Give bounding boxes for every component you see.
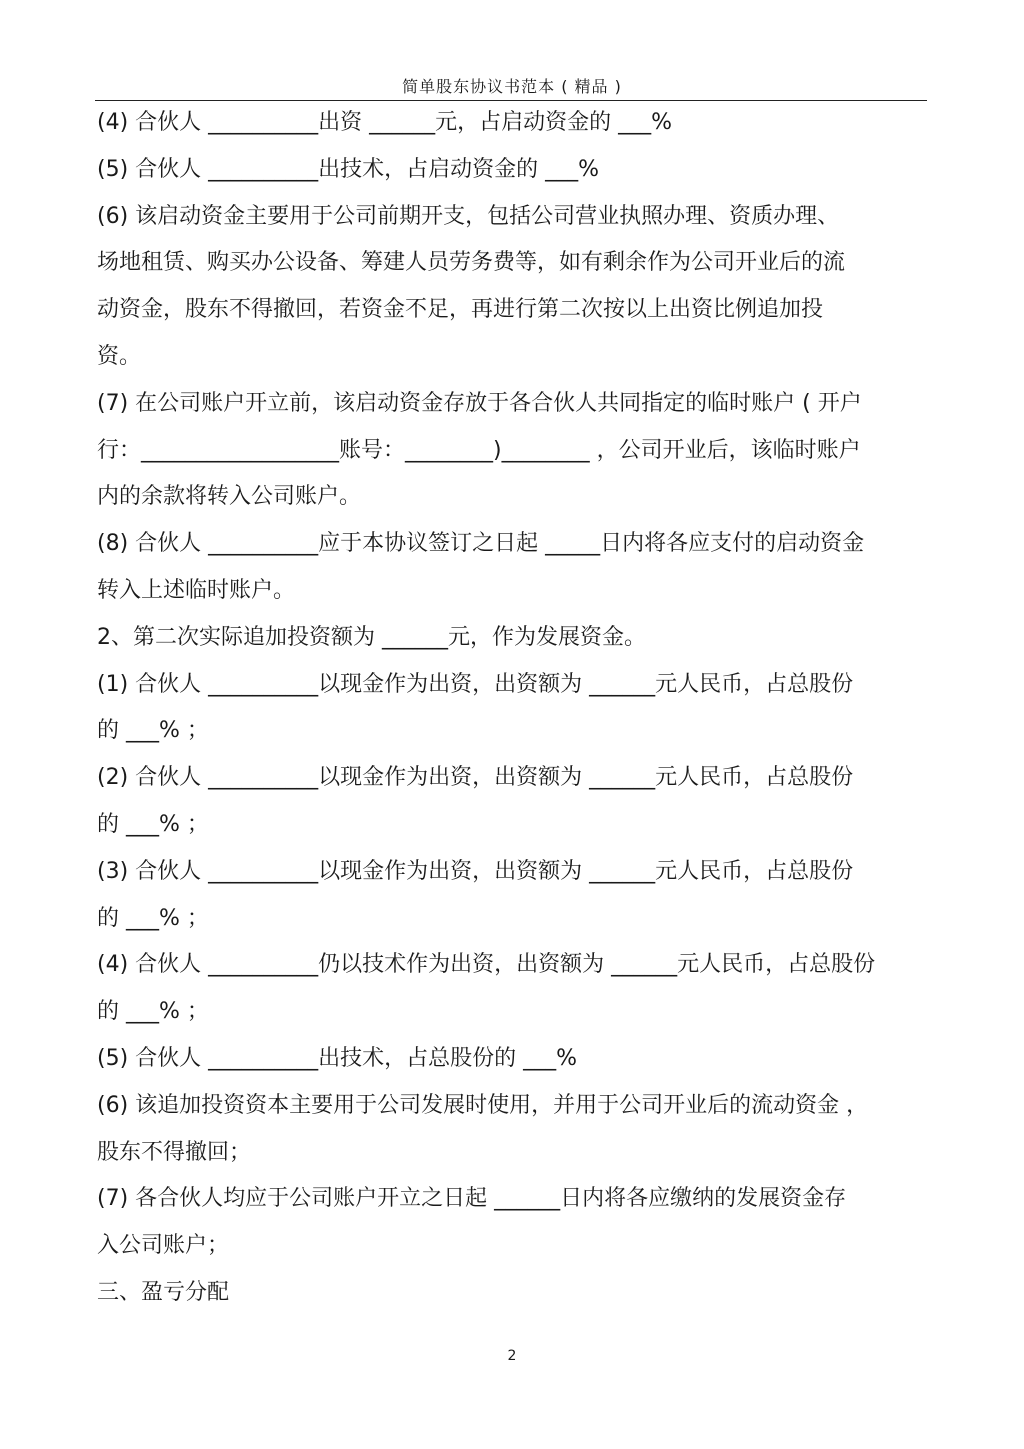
text-line: 2、第二次实际追加投资额为 ______元，作为发展资金。 <box>97 624 646 650</box>
text-line: (3) 合伙人 __________以现金作为出资，出资额为 ______元人民币，占总股份 <box>97 858 854 884</box>
text-line: 转入上述临时账户。 <box>97 577 296 603</box>
page-header-title: 简单股东协议书范本 ( 精品 ) <box>402 77 622 96</box>
text-line: (2) 合伙人 __________以现金作为出资，出资额为 ______元人民币，占总股份 <box>97 765 854 791</box>
text-line: 入公司账户； <box>97 1233 230 1259</box>
section-heading: 三、盈亏分配 <box>97 1279 230 1305</box>
text-line: 行：__________________账号：________)________ ，公司开业后，该临时账户 <box>97 437 861 463</box>
text-line: 的 ___% ； <box>97 811 209 837</box>
text-line: (6) 该启动资金主要用于公司前期开支，包括公司营业执照办理、资质办理、 <box>97 203 840 229</box>
text-line: (1) 合伙人 __________以现金作为出资，出资额为 ______元人民币，占总股份 <box>97 671 854 697</box>
text-line: 动资金，股东不得撤回，若资金不足，再进行第二次按以上出资比例追加投 <box>97 297 824 323</box>
text-line: 的 ___% ； <box>97 905 209 931</box>
text-line: 股东不得撤回； <box>97 1139 252 1165</box>
text-line: (7) 各合伙人均应于公司账户开立之日起 ______日内将各应缴纳的发展资金存 <box>97 1186 847 1212</box>
text-line: 的 ___% ； <box>97 999 209 1025</box>
text-line: (5) 合伙人 __________出技术，占总股份的 ___% <box>97 1045 578 1071</box>
text-line: (4) 合伙人 __________出资 ______元，占启动资金的 ___% <box>97 110 673 135</box>
text-line: 内的余款将转入公司账户。 <box>97 484 362 510</box>
text-line: (7) 在公司账户开立前，该启动资金存放于各合伙人共同指定的临时账户 ( 开户 <box>97 390 862 416</box>
text-line: 场地租赁、购买办公设备、筹建人员劳务费等，如有剩余作为公司开业后的流 <box>97 250 846 276</box>
page-number: 2 <box>507 1348 517 1364</box>
document-body <box>97 100 917 1317</box>
text-line: (6) 该追加投资资本主要用于公司发展时使用，并用于公司开业后的流动资金 ， <box>97 1092 869 1118</box>
text-line: 资。 <box>97 343 142 369</box>
text-line: (5) 合伙人 __________出技术，占启动资金的 ___% <box>97 156 600 182</box>
text-line: 的 ___% ； <box>97 718 209 744</box>
text-line: (4) 合伙人 __________仍以技术作为出资，出资额为 ______元人民币，占总股份 <box>97 952 876 978</box>
text-line: (8) 合伙人 __________应于本协议签订之日起 _____日内将各应支付的启动资金 <box>97 531 865 557</box>
